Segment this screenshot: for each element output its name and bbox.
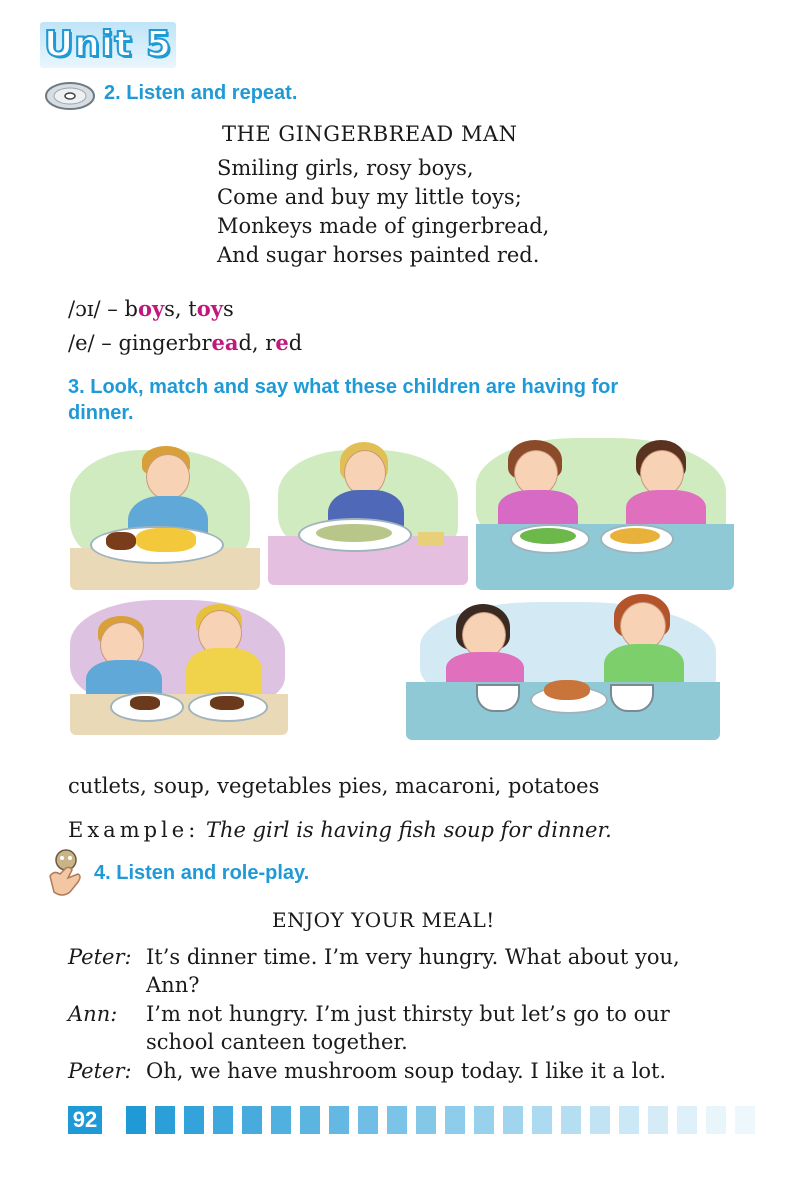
poem-line: And sugar horses painted red.	[217, 243, 540, 267]
task-4-heading: 4. Listen and role-play.	[94, 862, 310, 884]
poem	[217, 154, 549, 270]
illustration-girls-pies-tea	[406, 592, 720, 740]
footer-square	[271, 1106, 291, 1134]
footer-square	[300, 1106, 320, 1134]
footer-square	[532, 1106, 552, 1134]
dialog-line: Peter: It’s dinner time. I’m very hungry. What about you, Ann?	[68, 945, 680, 997]
footer-square	[706, 1106, 726, 1134]
footer-square	[735, 1106, 755, 1134]
poem-title: THE GINGERBREAD MAN	[222, 122, 518, 146]
footer-square	[561, 1106, 581, 1134]
dialog-title: ENJOY YOUR MEAL!	[272, 908, 495, 932]
footer-square	[358, 1106, 378, 1134]
poem-line: Monkeys made of gingerbread,	[217, 214, 550, 238]
phonics-line-e: /e/ – gingerbread, red	[68, 330, 303, 355]
illustration-girl-soup	[268, 440, 468, 585]
phonics-line-oi: /ɔɪ/ – boys, toys	[68, 296, 234, 321]
task-2-heading: 2. Listen and repeat.	[104, 82, 298, 104]
speaker: Peter:	[68, 1059, 132, 1083]
page-number: 92	[68, 1106, 102, 1134]
footer-square	[648, 1106, 668, 1134]
footer-square	[503, 1106, 523, 1134]
footer-square	[387, 1106, 407, 1134]
unit-label: Unit 5	[40, 22, 176, 68]
footer-square	[213, 1106, 233, 1134]
footer-square	[184, 1106, 204, 1134]
dialog-line: Peter: Oh, we have mushroom soup today. I like it a lot.	[68, 1059, 667, 1083]
illustration-boys-cutlets	[70, 600, 288, 735]
speaker: Peter:	[68, 945, 132, 969]
footer-square	[126, 1106, 146, 1134]
example-sentence: Example: The girl is having fish soup for dinner.	[68, 818, 612, 842]
footer-square	[474, 1106, 494, 1134]
footer-square	[445, 1106, 465, 1134]
footer-square	[155, 1106, 175, 1134]
task-3-heading: 3. Look, match and say what these children are having for dinner.	[68, 376, 619, 424]
footer-square	[416, 1106, 436, 1134]
footer-square	[677, 1106, 697, 1134]
illustration-boy-potatoes	[70, 440, 260, 590]
speaker: Ann:	[68, 1002, 118, 1026]
footer-square	[619, 1106, 639, 1134]
cd-disc-icon	[44, 76, 96, 112]
footer-square	[242, 1106, 262, 1134]
illustration-girls-vegetables	[476, 438, 734, 590]
footer-square	[329, 1106, 349, 1134]
footer-square	[590, 1106, 610, 1134]
dialog-line: Ann: I’m not hungry. I’m just thirsty but let’s go to our school canteen together.	[68, 1002, 670, 1054]
pointing-hand-icon	[44, 848, 86, 900]
poem-line: Smiling girls, rosy boys,	[217, 156, 474, 180]
poem-line: Come and buy my little toys;	[217, 185, 522, 209]
food-word-bank: cutlets, soup, vegetables pies, macaroni, potatoes	[68, 774, 600, 798]
